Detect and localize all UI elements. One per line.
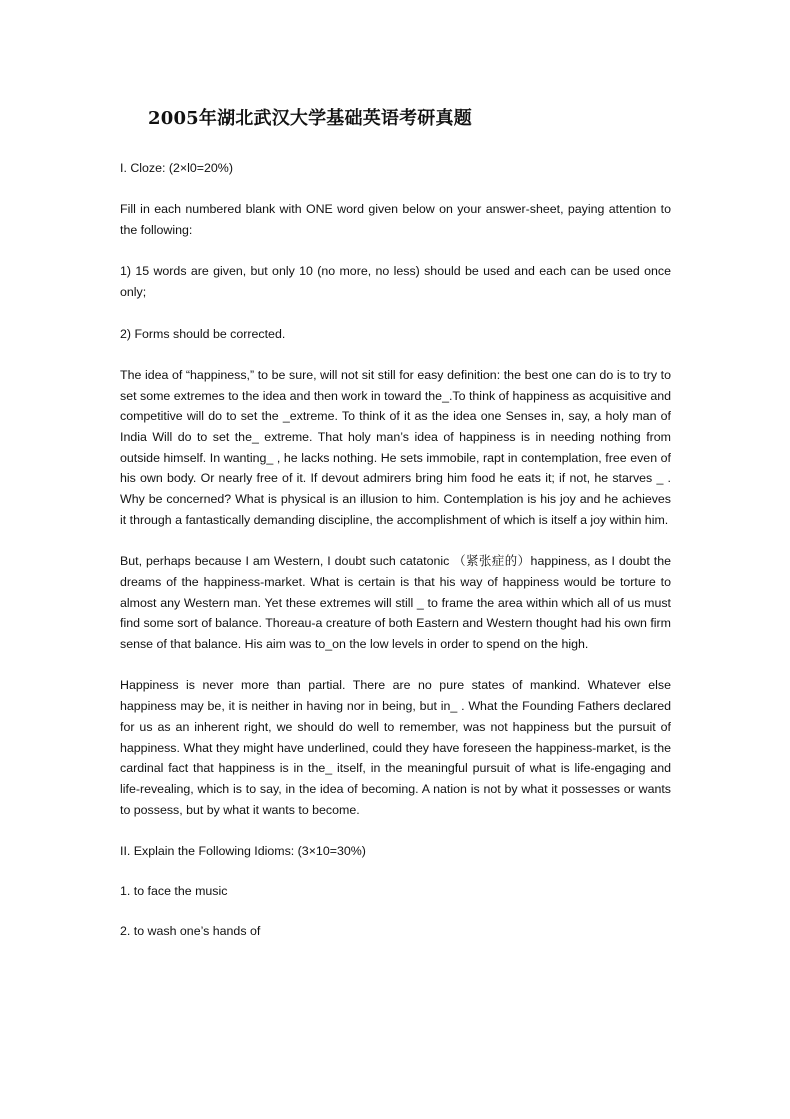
idiom-item: 1. to face the music [120, 883, 228, 898]
cloze-paragraph-2: But, perhaps because I am Western, I doubt such catatonic （紧张症的）happiness, as I doubt the dreams of the happiness-market. What is certain is that his way of happiness would be torture to almost any Western man. Yet these extremes will still _ to frame the area within which all of us must find some sort of balance. Thoreau-a creature of both Eastern and Western thought had his own firm sense of that balance. His aim was to_on the low levels in order to spend on the high. [120, 554, 671, 652]
instructions-paragraph: Fill in each numbered blank with ONE word given below on your answer-sheet, paying attention to the following: [120, 202, 671, 238]
cloze-paragraph-3: Happiness is never more than partial. There are no pure states of mankind. Whatever else happiness may be, it is neither in having nor in being, but in_ . What the Founding Fathers declared for us as an inherent right, we should do well to remember, was not happiness but the pursuit of happiness. What they might have underlined, could they have foreseen the happiness-market, is the cardinal fact that happiness is in the_ itself, in the meaningful pursuit of what is life-engaging and life-revealing, which is to say, in the idea of becoming. A nation is not by what it possesses or wants to possess, but by what it wants to become. [120, 678, 671, 817]
rule-1: 1) 15 words are given, but only 10 (no more, no less) should be used and each can be used once only; [120, 264, 671, 300]
cloze-paragraph-1: The idea of “happiness,” to be sure, will not sit still for easy definition: the best one can do is to try to set some extremes to the idea and then work in toward the_.To think of happiness as acquisitive and competitive will do to set the _extreme. To think of it as the idea one Senses in, say, a holy man of India Will do to set the_ extreme. That holy man’s idea of happiness is in needing nothing from outside himself. In wanting_ , he lacks nothing. He sets immobile, rapt in contemplation, free even of his own body. Or nearly free of it. If devout admirers bring him food he eats it; if not, he starves _ . Why be concerned? What is physical is an illusion to him. Contemplation is his joy and he achieves it through a fantastically demanding discipline, the accomplishment of which is itself a joy within him. [120, 367, 671, 527]
idiom-item: 2. to wash one’s hands of [120, 923, 261, 938]
page-title: 2005年湖北武汉大学基础英语考研真题 [148, 108, 472, 129]
section-2-heading: II. Explain the Following Idioms: (3×10=30%) [120, 844, 366, 859]
document-body [120, 158, 671, 960]
section-1-heading: I. Cloze: (2×l0=20%) [120, 161, 233, 175]
rule-2: 2) Forms should be corrected. [120, 326, 286, 341]
